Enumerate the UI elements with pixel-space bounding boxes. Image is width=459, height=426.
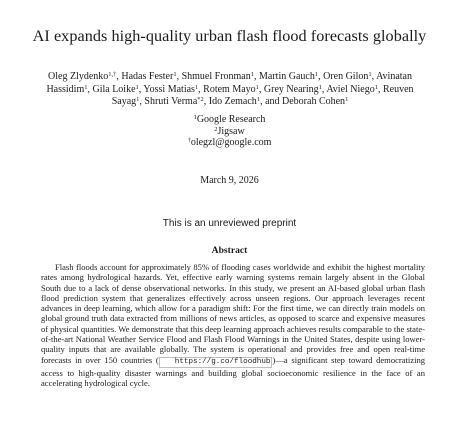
author-entry [282, 96, 348, 107]
author-entry [203, 84, 259, 95]
author-entry [144, 96, 203, 107]
author-entry [326, 84, 378, 95]
author-affiliation-mark: 1 [135, 83, 139, 91]
affiliation-mark: 2 [214, 125, 218, 133]
author-affiliation-mark: 1 [318, 83, 322, 91]
affiliation-text: Google Research [196, 114, 266, 125]
affiliation-line [0, 114, 459, 126]
author-entry [259, 71, 318, 82]
author-name: Deborah Cohen [282, 96, 346, 108]
author-name: Martin Gauch [259, 71, 315, 82]
author-name: Oleg Zlydenko [48, 71, 109, 82]
preprint-notice: This is an unreviewed preprint [162, 218, 297, 229]
author-entry [121, 71, 176, 82]
abstract-text: Flash floods account for approximately 85% of flooding cases worldwide and exhibit the highest mortality rates among hydrological hazards. Yet, effective early warning systems remain largely absent in the Global South due to a lack of dense observational networks. In this study, we present an AI-based global urban flash flood prediction system that generalizes effectively across unseen regions. Our approach leverages recent advances in deep learning, which allow for a paradigm shift: For the first time, we can directly train models on global ground truth data extracted from millions of news articles, as opposed to scarce and expensive measures of physical quantities. We demonstrate that this deep learning approach achieves results comparable to the state-of-the-art National Weather Service Flood and Flash Flood Warnings in the United States, despite using lower-quality inputs that are available globally. The system is operational and provides free and open real-time forecasts in over 150 countries ( [41, 262, 425, 365]
author-entry [182, 71, 254, 82]
author-name: Aviel Niego [326, 83, 375, 95]
floodhub-link[interactable]: https://g.co/floodhub [159, 357, 273, 368]
author-affiliation-mark: 1 [256, 96, 261, 104]
publication-date: March 9, 2026 [200, 175, 259, 186]
author-name: Grey Nearing [263, 83, 319, 95]
affiliations [0, 114, 459, 149]
abstract-paragraph [41, 262, 425, 388]
author-name: Yossi Matias [143, 83, 195, 95]
author-name: Shmuel Fronman [181, 71, 251, 82]
affiliation-mark: † [187, 137, 191, 145]
affiliation-line [0, 137, 459, 149]
author-entry [48, 71, 116, 82]
author-name: Avinatan Hassidim [46, 71, 412, 95]
affiliation-text: olegzl@google.com [190, 137, 272, 149]
author-affiliation-mark: 1 [194, 83, 199, 91]
affiliation-text: Jigsaw [217, 125, 245, 137]
author-entry [264, 84, 322, 95]
author-name: Gila Loike [92, 83, 136, 95]
author-affiliation-mark: 1 [84, 83, 88, 91]
author-entry [92, 84, 138, 95]
author-affiliation-mark: 1 [173, 71, 177, 78]
author-affiliation-mark: 1 [345, 96, 349, 104]
author-affiliation-mark: *2 [197, 96, 204, 104]
author-name: Ido Zemach [208, 96, 257, 108]
author-name: Shruti Verma [144, 96, 198, 108]
author-affiliation-mark: 1 [368, 71, 372, 78]
author-name: Oren Gilon [323, 71, 369, 82]
author-name: Reuven Sayag [111, 83, 414, 108]
affiliation-line [0, 126, 459, 138]
paper-title: AI expands high-quality urban flash flood forecasts globally [32, 27, 427, 45]
author-name: Rotem Mayo [203, 83, 256, 95]
author-name: Hadas Fester [121, 71, 174, 82]
abstract-text-end: )—a significant step toward democratizing access to high-quality disaster warnings and building global socioeconomic resilience in the face of an accelerating hydrological cycle. [41, 354, 425, 388]
abstract-heading: Abstract [211, 245, 248, 256]
author-entry [143, 84, 198, 95]
abstract-body [41, 262, 425, 388]
author-affiliation-mark: 1 [136, 96, 140, 104]
author-affiliation-mark: 1 [314, 71, 319, 78]
affiliation-mark: 1 [193, 114, 197, 121]
author-affiliation-mark: 1 [255, 83, 259, 91]
author-entry [209, 96, 260, 107]
author-entry [323, 71, 372, 82]
author-list: Oleg Zlydenko$^{1,\dagger}$, Hadas Fester$^1$, Shmuel Fronman$^1$, Martin Gauch$^1$, Oren Gilon$^1$, Avinatan Hassidim$^1$, Gila Loike$^1$, Yossi Matias$^1$, Rotem Mayo$^1$, Grey Nearing$^1$, Aviel Niego$^1$, Reuven Sayag$^1$, Shruti Verma$^{*2}$, Ido Zemach$^1$, and Deborah Cohen$^1$ [46, 71, 414, 108]
author-affiliation-mark: 1,† [108, 71, 117, 78]
author-affiliation-mark: 1 [374, 83, 378, 91]
author-affiliation-mark: 1 [250, 71, 254, 78]
